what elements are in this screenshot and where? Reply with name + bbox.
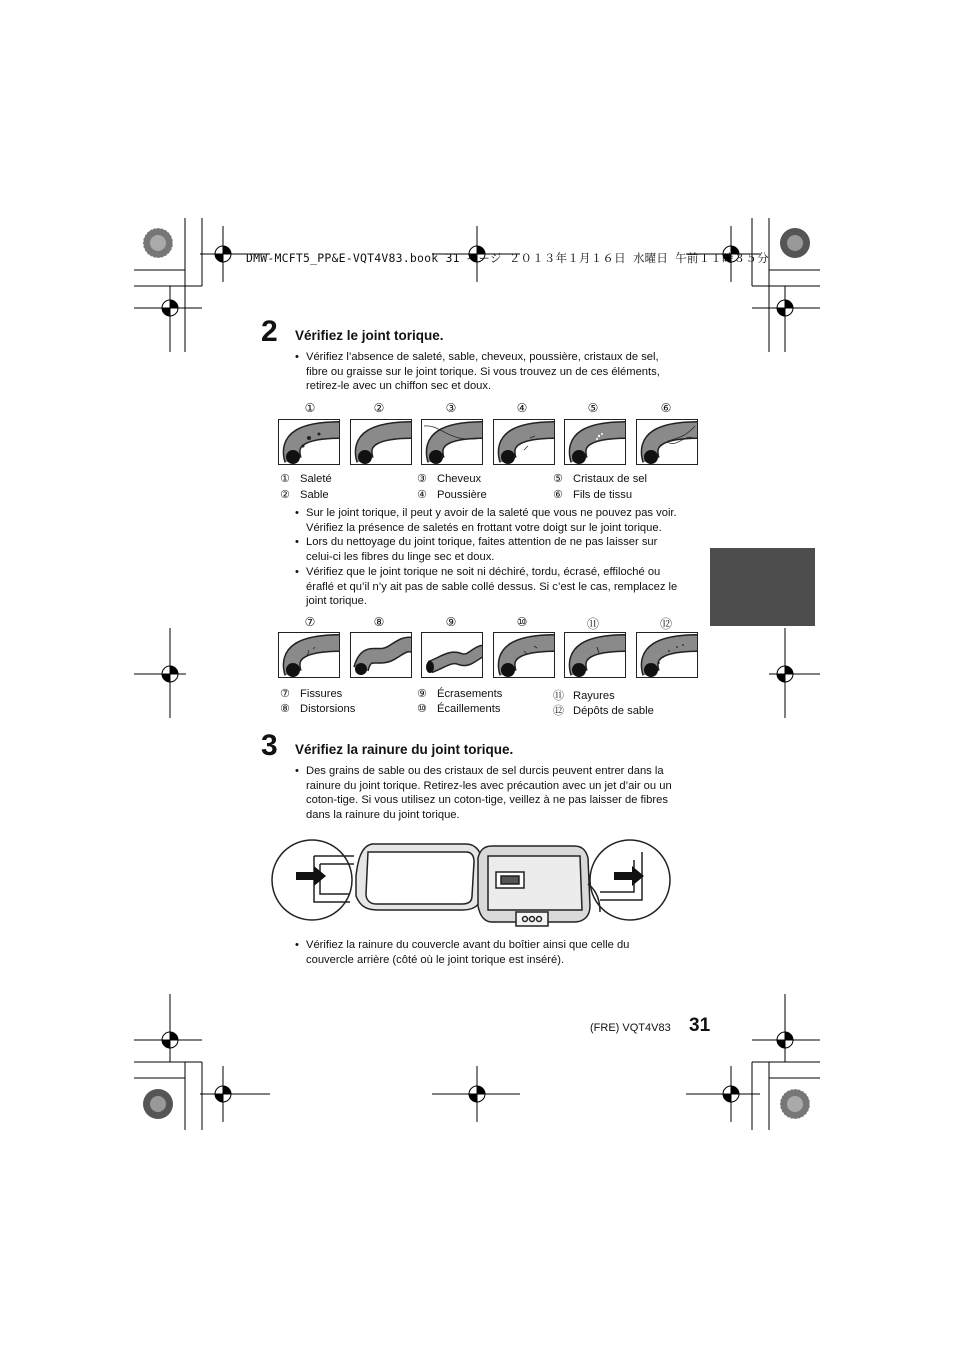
legend-text: Distorsions [300, 703, 356, 715]
legend-number: ⑥ [553, 489, 563, 501]
step-2-bullet-3: • Vérifiez que le joint torique ne soit ni déchiré, tordu, écrasé, effiloché ou éraflé et qu’il n’y ait pas de sable collé dessus. Si c’est le cas, remplacez le joint torique. [306, 565, 706, 609]
legend-text: Rayures [573, 690, 615, 702]
seal-distortion-illustration [350, 632, 412, 678]
seal-flaking-illustration [493, 632, 555, 678]
legend-number: ⑤ [553, 473, 563, 485]
legend-number: ⑫ [553, 705, 564, 717]
legend-label-11 [553, 687, 615, 703]
legend-number: ⑨ [417, 688, 427, 700]
legend-text: Dépôts de sable [573, 705, 654, 717]
legend-number: ⑩ [417, 703, 427, 715]
text-line: coton-tige. Si vous utilisez un coton-tige, veillez à ne pas laisser de fibres [306, 794, 668, 807]
seal-crushing-illustration [421, 632, 483, 678]
legend-number: ③ [417, 473, 427, 485]
seal-hair-illustration [421, 419, 483, 465]
legend-text: Fissures [300, 688, 343, 700]
figure-number-1: ① [304, 401, 316, 415]
text-line: Vérifiez la présence de saletés en frottant votre doigt sur le joint torique. [306, 521, 662, 534]
legend-text: Fils de tissu [573, 489, 633, 501]
legend-label-1 [280, 472, 332, 485]
legend-text: Cristaux de sel [573, 473, 647, 485]
seal-salt-crystals-illustration [564, 419, 626, 465]
text-line: Vérifiez la rainure du couvercle avant du boîtier ainsi que celle du [306, 939, 630, 951]
text-line: celui-ci les fibres du linge sec et doux. [306, 550, 495, 563]
figure-number-7: ⑦ [304, 615, 316, 629]
text-line: éraflé et qu’il n’y ait pas de sable collé dessus. Si c’est le cas, remplacez le [306, 580, 678, 593]
legend-text: Saleté [300, 473, 332, 485]
figure-number-4: ④ [516, 401, 528, 415]
text-line: Lors du nettoyage du joint torique, faites attention de ne pas laisser sur [306, 536, 658, 548]
figure-number-11: ⑪ [586, 617, 599, 631]
text-line: Sur le joint torique, il peut y avoir de la saleté que vous ne pouvez pas voir. [306, 507, 677, 519]
footer-model-code: (FRE) VQT4V83 [590, 1022, 671, 1034]
seal-fabric-threads-illustration [636, 419, 698, 465]
figure-number-8: ⑧ [373, 615, 385, 629]
figure-number-10: ⑩ [516, 615, 528, 629]
figure-number-9: ⑨ [445, 615, 457, 629]
legend-text: Cheveux [437, 473, 482, 485]
step-2-title: Vérifiez le joint torique. [295, 328, 444, 343]
legend-label-8 [280, 702, 355, 715]
step-3-number: 3 [261, 729, 278, 762]
text-line: Vérifiez que le joint torique ne soit ni déchiré, tordu, écrasé, effiloché ou [306, 566, 661, 578]
legend-label-6 [553, 488, 632, 501]
seal-cracks-illustration [278, 632, 340, 678]
seal-dirt-illustration [278, 419, 340, 465]
figure-number-2: ② [373, 401, 385, 415]
legend-label-4 [417, 488, 487, 501]
legend-label-7 [280, 687, 342, 700]
housing-groove-illustration [270, 836, 674, 932]
legend-number: ⑧ [280, 703, 290, 715]
text-line: fibre ou graisse sur le joint torique. Si vous trouvez un de ces éléments, [306, 365, 660, 378]
figure-number-12: ⑫ [659, 617, 672, 631]
step-2-bullet-1: • Sur le joint torique, il peut y avoir de la saleté que vous ne pouvez pas voir. Vérifiez la présence de saletés en frottant votre doigt sur le joint torique. [306, 506, 716, 535]
legend-label-9 [417, 687, 502, 700]
step-3-title: Vérifiez la rainure du joint torique. [295, 742, 514, 757]
figure-number-6: ⑥ [660, 401, 672, 415]
text-line: Vérifiez l’absence de saleté, sable, cheveux, poussière, cristaux de sel, [306, 351, 659, 363]
file-header-line: DMW-MCFT5_PP&E-VQT4V83.book 31 ページ ２０１３年１月１６日 水曜日 午前１１時３５分 [246, 251, 769, 265]
legend-number: ④ [417, 489, 427, 501]
section-side-tab [710, 548, 815, 626]
text-line: rainure du joint torique. Retirez-les avec précaution avec un jet d’air ou un [306, 779, 672, 792]
legend-number: ⑦ [280, 688, 290, 700]
text-line: couvercle arrière (côté où le joint torique est inséré). [306, 953, 565, 966]
legend-text: Poussière [437, 489, 487, 501]
legend-number: ⑪ [553, 690, 564, 702]
seal-sand-illustration [350, 419, 412, 465]
legend-text: Écrasements [437, 688, 503, 700]
step-3-bullet-2: • Vérifiez la rainure du couvercle avant du boîtier ainsi que celle du couvercle arrière (côté où le joint torique est inséré). [306, 938, 706, 967]
step-3-bullet-1: • Des grains de sable ou des cristaux de sel durcis peuvent entrer dans la rainure du joint torique. Retirez-les avec précaution avec un jet d’air ou un coton-tige. Si vous utilisez un coton-tige, veillez à ne pas laisser de fibres dans la rainure du joint torique. [306, 764, 706, 822]
page-number: 31 [689, 1015, 711, 1036]
legend-number: ① [280, 473, 290, 485]
seal-dust-illustration [493, 419, 555, 465]
text-line: joint torique. [306, 595, 367, 608]
figure-number-5: ⑤ [587, 401, 599, 415]
legend-label-3 [417, 472, 481, 485]
text-line: dans la rainure du joint torique. [306, 808, 460, 821]
legend-label-2 [280, 488, 329, 501]
figure-number-3: ③ [445, 401, 457, 415]
legend-text: Écaillements [437, 703, 501, 715]
seal-scratches-illustration [564, 632, 626, 678]
legend-number: ② [280, 489, 290, 501]
legend-label-10 [417, 702, 500, 715]
step-2-intro-bullet: • Vérifiez l’absence de saleté, sable, cheveux, poussière, cristaux de sel, fibre ou graisse sur le joint torique. Si vous trouvez un de ces éléments, retirez-le avec un chiffon sec et doux. [306, 350, 706, 394]
text-line: retirez-le avec un chiffon sec et doux. [306, 380, 492, 393]
text-line: Des grains de sable ou des cristaux de sel durcis peuvent entrer dans la [306, 765, 664, 777]
step-2-number: 2 [261, 315, 278, 348]
seal-sand-deposits-illustration [636, 632, 698, 678]
legend-label-12 [553, 702, 654, 718]
legend-text: Sable [300, 489, 329, 501]
step-2-bullet-2: • Lors du nettoyage du joint torique, faites attention de ne pas laisser sur celui-ci les fibres du linge sec et doux. [306, 535, 706, 564]
legend-label-5 [553, 472, 647, 485]
